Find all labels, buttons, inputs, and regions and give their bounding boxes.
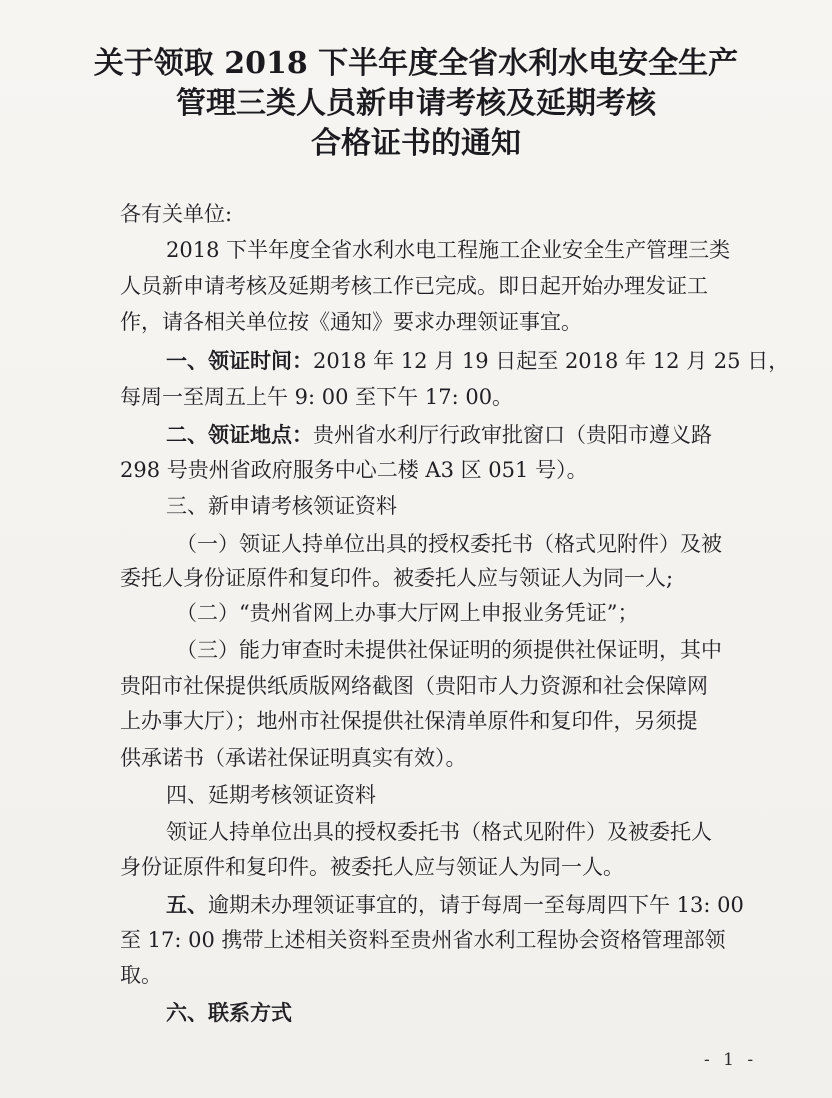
section-1-text-1: 2018 年 12 月 19 日起至 2018 年 12 月 25 日， xyxy=(313,349,790,373)
section-4-line-1: 领证人持单位出具的授权委托书（格式见附件）及被委托人 xyxy=(166,820,712,844)
section-3-item-3-line-3: 上办事大厅）；地州市社保提供社保清单原件和复印件，另须提 xyxy=(120,709,698,733)
document-title-line-1: 关于领取 2018 下半年度全省水利水电安全生产 xyxy=(93,46,739,81)
document-title-line-2: 管理三类人员新申请考核及延期考核 xyxy=(176,86,656,121)
intro-line-2: 人员新申请考核及延期考核工作已完成。即日起开始办理发证工 xyxy=(120,274,708,298)
section-1-text-2: 每周一至周五上午 9: 00 至下午 17: 00。 xyxy=(120,385,514,409)
salutation: 各有关单位: xyxy=(120,202,233,226)
section-5-line-1 xyxy=(166,894,744,916)
intro-line-1: 2018 下半年度全省水利水电工程施工企业安全生产管理三类 xyxy=(166,238,731,262)
section-5-heading: 五、 xyxy=(166,892,208,917)
section-5-line-3: 取。 xyxy=(120,963,162,987)
section-3-item-2: （二）“贵州省网上办事大厅网上申报业务凭证”； xyxy=(176,601,639,625)
section-3-item-3-line-1: （三）能力审查时未提供社保证明的须提供社保证明，其中 xyxy=(176,638,722,662)
section-3-item-3-line-2: 贵阳市社保提供纸质版网络截图（贵阳市人力资源和社会保障网 xyxy=(120,674,708,698)
page-number: - 1 - xyxy=(704,1050,758,1070)
section-3-item-1-line-2: 委托人身份证原件和复印件。被委托人应与领证人为同一人; xyxy=(120,566,674,590)
section-1-line-1 xyxy=(166,350,789,372)
section-3-item-1-line-1: （一）领证人持单位出具的授权委托书（格式见附件）及被 xyxy=(176,532,722,556)
section-6-heading: 六、联系方式 xyxy=(166,1000,292,1025)
section-5-line-2: 至 17: 00 携带上述相关资料至贵州省水利工程协会资格管理部领 xyxy=(120,928,726,952)
section-5-text-1: 逾期未办理领证事宜的，请于每周一至每周四下午 13: 00 xyxy=(208,893,744,917)
section-3-heading: 三、新申请考核领证资料 xyxy=(166,494,397,518)
section-1-heading: 一、领证时间： xyxy=(166,348,313,373)
section-3-item-3-line-4: 供承诺书（承诺社保证明真实有效）。 xyxy=(120,746,467,770)
intro-line-3: 作，请各相关单位按《通知》要求办理领证事宜。 xyxy=(120,310,582,334)
section-4-line-2: 身份证原件和复印件。被委托人应与领证人为同一人。 xyxy=(120,855,624,879)
section-2-line-1 xyxy=(166,424,712,446)
section-2-text-2: 298 号贵州省政府服务中心二楼 A3 区 051 号）。 xyxy=(120,458,588,482)
document-title-line-3: 合格证书的通知 xyxy=(311,126,521,161)
section-2-text-1: 贵州省水利厅行政审批窗口（贵阳市遵义路 xyxy=(313,423,712,447)
section-4-heading: 四、延期考核领证资料 xyxy=(166,783,376,807)
section-2-heading: 二、领证地点： xyxy=(166,422,313,447)
